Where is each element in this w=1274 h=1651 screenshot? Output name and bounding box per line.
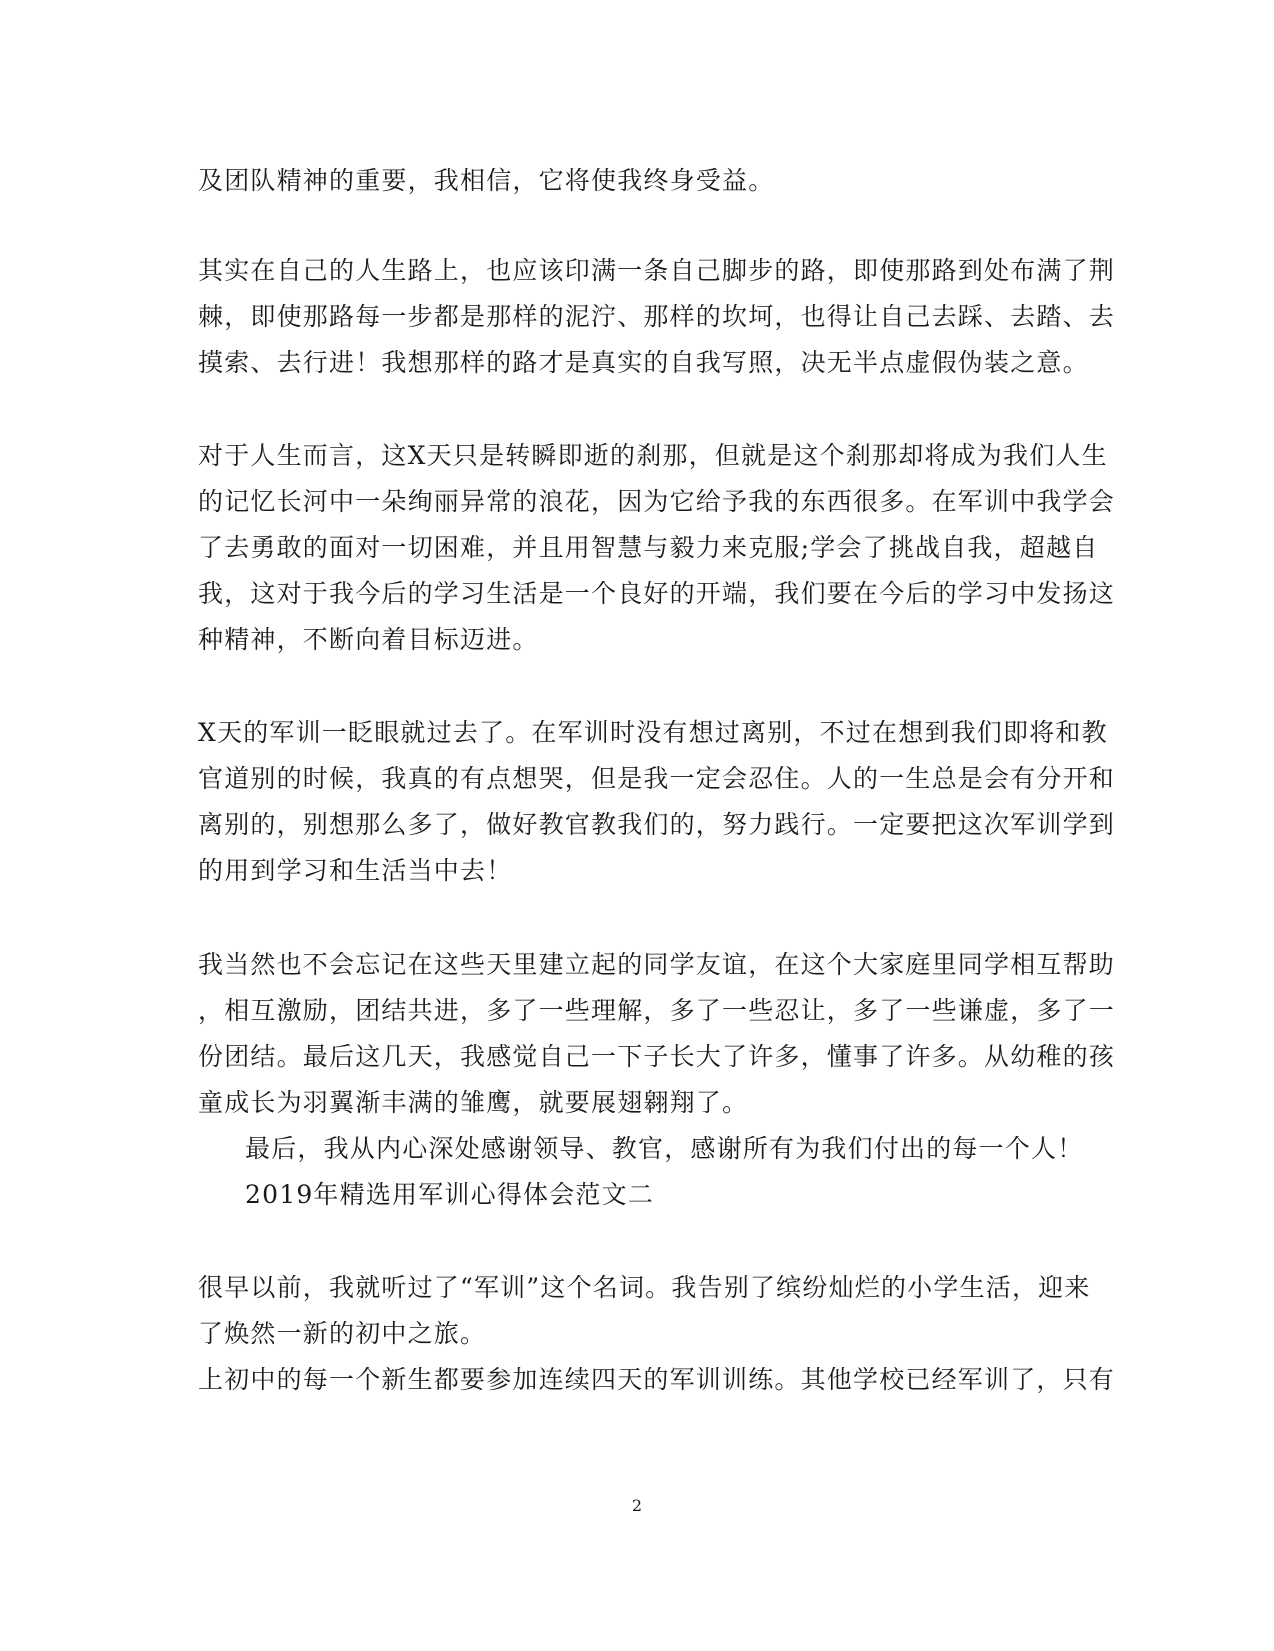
text-line: 对于人生而言，这X天只是转瞬即逝的刹那，但就是这个刹那却将成为我们人生 [198, 441, 1108, 470]
text-line: 离别的，别想那么多了，做好教官教我们的，努力践行。一定要把这次军训学到 [198, 810, 1116, 839]
page-number: 2 [631, 1496, 643, 1515]
text-line: 的记忆长河中一朵绚丽异常的浪花，因为它给予我的东西很多。在军训中我学会 [198, 487, 1116, 516]
text-line: 棘，即使那路每一步都是那样的泥泞、那样的坎坷，也得让自己去踩、去踏、去 [198, 302, 1116, 331]
text-line: 份团结。最后这几天，我感觉自己一下子长大了许多，懂事了许多。从幼稚的孩 [198, 1042, 1116, 1071]
text-line: 的用到学习和生活当中去！ [198, 856, 513, 885]
text-line: 我当然也不会忘记在这些天里建立起的同学友谊，在这个大家庭里同学相互帮助 [198, 950, 1116, 979]
text-line: 了焕然一新的初中之旅。 [198, 1319, 487, 1348]
text-line: 其实在自己的人生路上，也应该印满一条自己脚步的路，即使那路到处布满了荆 [198, 256, 1116, 285]
text-line: ，相互激励，团结共进，多了一些理解，多了一些忍让，多了一些谦虚，多了一 [198, 996, 1116, 1025]
text-line: X天的军训一眨眼就过去了。在军训时没有想过离别，不过在想到我们即将和教 [198, 718, 1108, 747]
text-line: 摸索、去行进！我想那样的路才是真实的自我写照，决无半点虚假伪装之意。 [198, 348, 1089, 377]
text-line: 及团队精神的重要，我相信，它将使我终身受益。 [198, 166, 775, 195]
text-line: 官道别的时候，我真的有点想哭，但是我一定会忍住。人的一生总是会有分开和 [198, 764, 1116, 793]
text-line: 种精神，不断向着目标迈进。 [198, 625, 539, 654]
text-line: 最后，我从内心深处感谢领导、教官，感谢所有为我们付出的每一个人！ [245, 1134, 1084, 1163]
text-line: 童成长为羽翼渐丰满的雏鹰，就要展翅翱翔了。 [198, 1088, 749, 1117]
text-line: 我，这对于我今后的学习生活是一个良好的开端，我们要在今后的学习中发扬这 [198, 579, 1116, 608]
text-line: 了去勇敢的面对一切困难，并且用智慧与毅力来克服;学会了挑战自我，超越自 [198, 533, 1099, 562]
section-heading: 2019年精选用军训心得体会范文二 [245, 1180, 655, 1209]
text-line: 上初中的每一个新生都要参加连续四天的军训训练。其他学校已经军训了，只有 [198, 1365, 1116, 1394]
text-line: 很早以前，我就听过了“军训”这个名词。我告别了缤纷灿烂的小学生活，迎来 [198, 1273, 1091, 1302]
